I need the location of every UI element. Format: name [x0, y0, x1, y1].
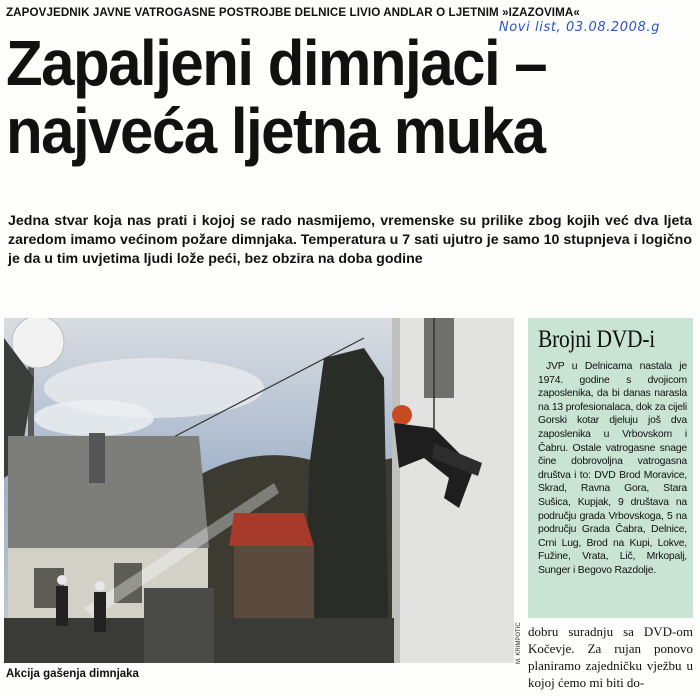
- article-column-text: dobru suradnju sa DVD-om Kočevje. Za rujan ponovo planiramo zajedničku vježbu u kojoj ćemo mi biti do-: [528, 624, 693, 690]
- headline-line-1: Zapaljeni dimnjaci –: [6, 27, 547, 99]
- photo-caption: Akcija gašenja dimnjaka: [6, 668, 139, 680]
- sidebar-body: JVP u Delnicama nastala je 1974. godine s dvojicom zaposlenika, da bi danas narasla na 13 profesionalaca, dok za cijeli Gorski kotar djeluju još dva zaposlenika u Vrbovskom i Čabru. Ostale vatrogasne snage čine dobrovoljna vatrogasna društva i to: DVD Brod Moravice, Skrad, Ravna Gora, Stara Sušica, Kupjak, 9 društava na području grada Vrbovskoga, 5 na području Grada Čabra, Delnice, Crni Lug, Brod na Kupi, Lokve, Fužine, Vrata, Lič, Mrkopalj, Sunger i Begovo Razdolje.: [538, 361, 687, 576]
- source-date: Novi list, 03.08.2008.g: [498, 20, 660, 35]
- sidebar-title: Brojni DVD-i: [538, 326, 655, 353]
- lead-paragraph: Jedna stvar koja nas prati i kojoj se rado nasmijemo, vremenske su prilike zbog kojih već dva ljeta zaredom imamo većinom požare dimnjaka. Temperatura u 7 sati ujutro je samo 10 stupnjeva i logično je da u tim uvjetima ljudi lože peći, bez obzira na doba godine: [8, 213, 692, 267]
- headline-line-2: najveća ljetna muka: [6, 95, 545, 167]
- photo-credit: M. KRIMPOTIĆ: [516, 622, 522, 664]
- firefighting-photo: [4, 318, 514, 663]
- article-photo: [4, 318, 514, 663]
- kicker-line: ZAPOVJEDNIK JAVNE VATROGASNE POSTROJBE DELNICE LIVIO ANDLAR O LJETNIM »IZAZOVIMA«: [6, 6, 580, 19]
- sidebar-box: [528, 318, 693, 618]
